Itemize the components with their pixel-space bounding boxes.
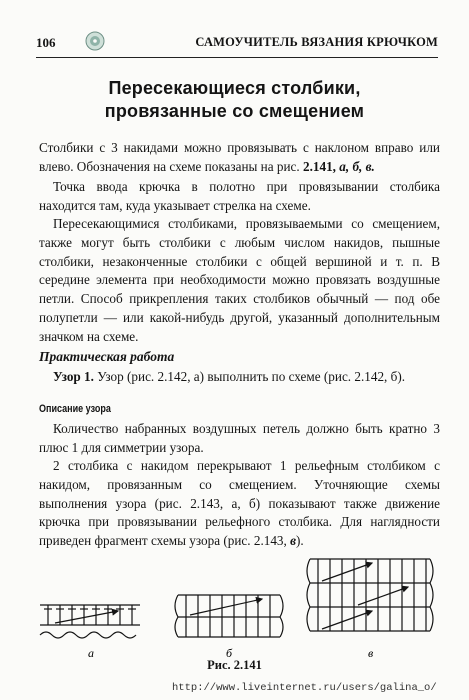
watermark-url[interactable]: http://www.liveinternet.ru/users/galina_o/	[172, 682, 437, 694]
diagram-b	[175, 595, 283, 637]
paragraph-1	[39, 139, 440, 177]
practical-heading: Практическая работа	[39, 349, 175, 364]
crochet-diagrams	[0, 545, 469, 665]
section-title-line1: Пересекающиеся столбики,	[108, 78, 361, 98]
pattern-1-paragraph	[39, 368, 440, 387]
figure-letter-v: в	[290, 533, 297, 549]
section-title-line2: провязанные со смещением	[104, 101, 365, 121]
figure-letters: а, б, в.	[335, 158, 375, 174]
diagram-a	[40, 605, 140, 638]
figure-ref: 2.141,	[303, 158, 336, 174]
pattern-1-text: Узор (рис. 2.142, а) выполнить по схеме (рис. 2.142, б).	[93, 369, 406, 384]
page-header	[36, 31, 438, 58]
description-paragraph-1: Количество набранных воздушных петель должно быть кратно 3 плюс 1 для симметрии узора.	[39, 421, 440, 455]
pattern-1-label: Узор 1.	[53, 369, 94, 384]
section-title	[0, 77, 469, 123]
paragraph-2: Точка ввода крючка в полотно при провязывании столбика находится там, куда указывает стрелка на схеме.	[39, 179, 440, 213]
description-heading: Описание узора	[39, 403, 111, 415]
diagram-b-label: б	[226, 646, 233, 660]
page-number: 106	[36, 35, 56, 50]
paragraph-1-text: Столбики с 3 накидами можно провязывать с наклоном вправо или влево. Обозначения на схеме показаны на рис.	[39, 140, 440, 174]
description-paragraph-2-text: 2 столбика с накидом перекрывают 1 рельефным столбиком с накидом, провязанным со смещением. Уточняющие схемы выполнения узора (рис. 2.143, а, б) показывают также движение крючка при провязывании рельефного столбика. Для наглядности приведен фрагмент схемы узора (рис. 2.143,	[39, 458, 440, 549]
diagram-c-label: в	[368, 646, 374, 660]
description-paragraph-2: 2 столбика с накидом перекрывают 1 рельефным столбиком с накидом, провязанным со смещением. Уточняющие схемы выполнения узора (рис. 2.143, а, б) показывают также движение крючка при провязывании рельефного столбика. Для наглядности приведен фрагмент схемы узора (рис. 2.143, в).	[39, 458, 440, 549]
diagram-c	[307, 559, 433, 631]
diagram-a-label: а	[88, 646, 94, 660]
figure-caption: Рис. 2.141	[207, 658, 262, 672]
running-title: САМОУЧИТЕЛЬ ВЯЗАНИЯ КРЮЧКОМ	[195, 35, 438, 49]
paragraph-3: Пересекающимися столбиками, провязываемыми со смещением, также могут быть столбики с любым числом накидов, пышные столбики, незаконченные столбики с общей вершиной и т. п. В середине элемента при необходимости можно провязать воздушные петли. Способ прикрепления таких столбиков обычный — под обе полупетли — или какой-нибудь другой, указанный дополнительным значком на схеме.	[39, 216, 440, 344]
disc-icon	[85, 31, 105, 51]
